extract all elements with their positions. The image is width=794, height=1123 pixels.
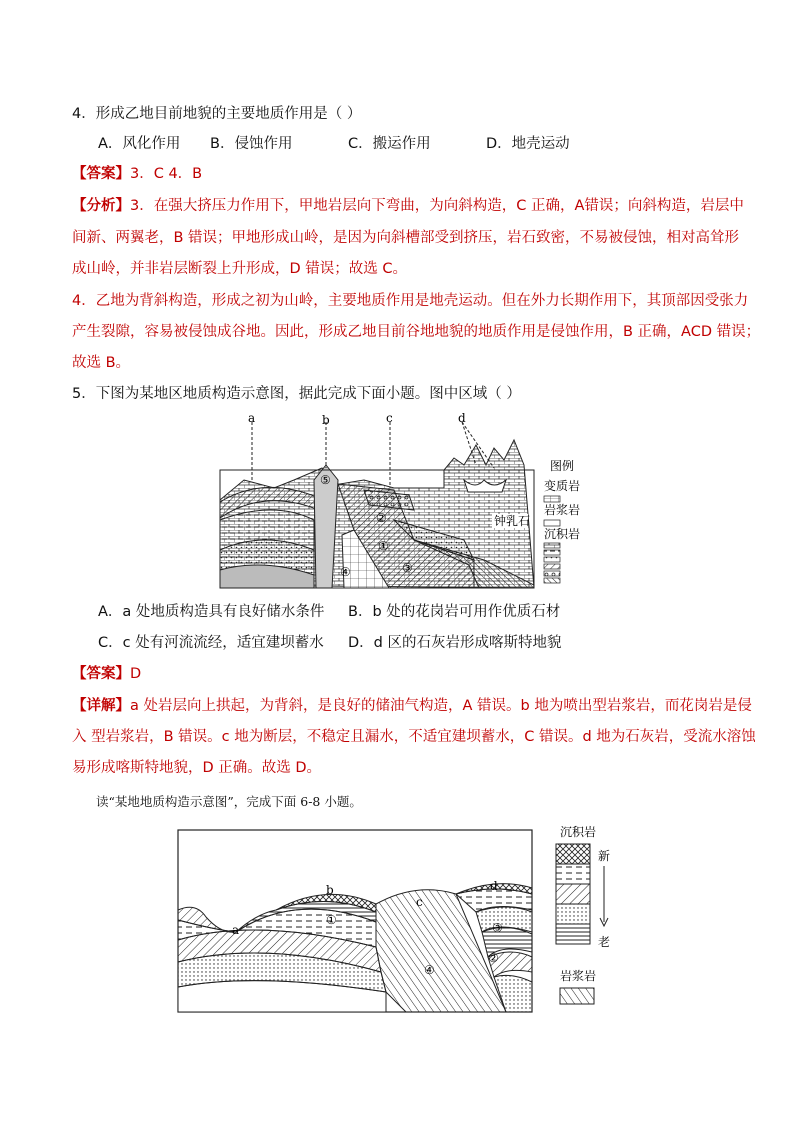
fig2-legend-new: 新 <box>598 849 611 863</box>
fig2-circle-4: ④ <box>424 963 435 977</box>
fig1-circle-5: ⑤ <box>320 473 331 487</box>
answer5-tag: 【答案】 <box>72 666 130 682</box>
fig1-label-b: b <box>322 413 330 427</box>
answer5-text: D <box>130 666 142 682</box>
q68-intro: 读“某地地质构造示意图”，完成下面 6-8 小题。 <box>96 794 362 809</box>
detail-tag: 【详解】 <box>72 698 130 714</box>
fig1-legend-ign: 岩浆岩 <box>544 503 581 517</box>
fig2-label-c: c <box>416 895 423 909</box>
answer-text: 3．C 4．B <box>130 166 203 182</box>
fig1-label-d: d <box>458 411 466 425</box>
fig2-circle-1: ① <box>326 913 337 927</box>
fig1-circle-4: ④ <box>340 565 351 579</box>
fig1-legend-meta: 变质岩 <box>544 479 581 493</box>
fig1-legend-sed: 沉积岩 <box>544 527 581 541</box>
analysis-line-5: 产生裂隙，容易被侵蚀成谷地。因此，形成乙地目前谷地地貌的地质作用是侵蚀作用，B 正确，ACD 错误； <box>72 324 761 340</box>
detail-line-1 <box>72 696 752 716</box>
fig1-label-a: a <box>248 411 256 425</box>
fig2-legend-sed: 沉积岩 <box>560 825 597 839</box>
answer-tag: 【答案】 <box>72 166 130 182</box>
fig2-circle-2: ② <box>488 951 499 965</box>
analysis-text-1: 3．在强大挤压力作用下，甲地岩层向下弯曲，为向斜构造，C 正确，A错误；向斜构造，岩层中 <box>130 198 744 214</box>
detail-line-2: 入 型岩浆岩，B 错误。c 地为断层，不稳定且漏水，不适宜建坝蓄水，C 错误。d 地为石灰岩，受流水溶蚀 <box>72 729 756 745</box>
analysis-line-4: 4．乙地为背斜构造，形成之初为山岭，主要地质作用是地壳运动。但在外力长期作用下，其顶部因受张力 <box>72 293 749 309</box>
detail-line-3: 易形成喀斯特地貌，D 正确。故选 D。 <box>72 760 322 776</box>
q4-option-a: A．风化作用 <box>98 136 181 152</box>
answer-5 <box>72 664 141 684</box>
analysis-line-2: 间新、两翼老，B 错误；甲地形成山岭，是因为向斜槽部受到挤压，岩石致密，不易被侵蚀，相对高耸形 <box>72 230 740 246</box>
q4-stem: 4．形成乙地目前地貌的主要地质作用是（ ） <box>72 106 362 122</box>
q5-option-d: D．d 区的石灰岩形成喀斯特地貌 <box>348 635 562 651</box>
q5-option-b: B．b 处的花岗岩可用作优质石材 <box>348 604 561 620</box>
fig2-legend-ign: 岩浆岩 <box>560 969 597 983</box>
q5-stem: 5．下图为某地区地质构造示意图，据此完成下面小题。图中区域（ ） <box>72 386 521 402</box>
fig1-circle-3: ③ <box>402 561 413 575</box>
geology-figure-2 <box>176 822 616 1017</box>
analysis-line-1 <box>72 196 744 216</box>
analysis-line-6: 故选 B。 <box>72 355 131 371</box>
geology-figure-1 <box>214 410 594 595</box>
fig2-label-b: b <box>326 883 334 897</box>
q4-option-d: D．地壳运动 <box>486 136 570 152</box>
fig2-legend-old: 老 <box>598 935 611 949</box>
fig1-label-c: c <box>386 411 393 425</box>
detail-text-1: a 处岩层向上拱起，为背斜，是良好的储油气构造，A 错误。b 地为喷出型岩浆岩，而花岗岩是侵 <box>130 698 752 714</box>
fig2-label-a: a <box>232 923 240 937</box>
q5-option-a: A．a 处地质构造具有良好储水条件 <box>98 604 325 620</box>
fig2-label-d: d <box>490 879 498 893</box>
fig1-cave-label: 钟乳石 <box>494 514 531 528</box>
fig1-circle-1: ① <box>378 539 389 553</box>
fig1-legend-title: 图例 <box>550 459 575 473</box>
q4-option-b: B．侵蚀作用 <box>210 136 293 152</box>
analysis-line-3: 成山岭，并非岩层断裂上升形成，D 错误；故选 C。 <box>72 261 408 277</box>
fig2-circle-3: ③ <box>492 921 503 935</box>
fig1-circle-2: ② <box>376 511 387 525</box>
q4-option-c: C．搬运作用 <box>348 136 431 152</box>
q5-option-c: C．c 处有河流流经，适宜建坝蓄水 <box>98 635 324 651</box>
analysis-tag: 【分析】 <box>72 198 130 214</box>
answer-34 <box>72 164 202 184</box>
